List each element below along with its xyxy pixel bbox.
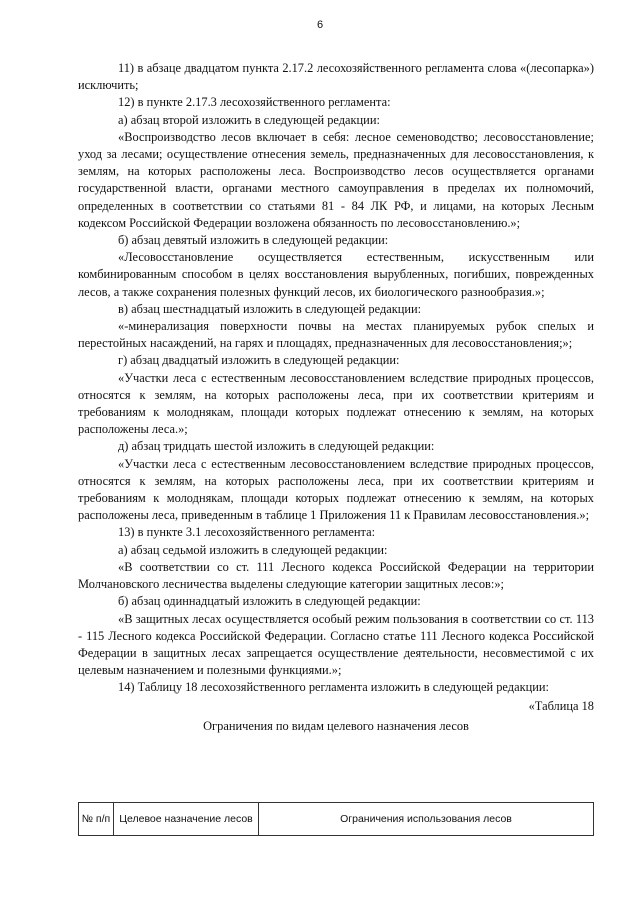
paragraph: б) абзац девятый изложить в следующей редакции: bbox=[118, 233, 389, 248]
table-title: Ограничения по видам целевого назначения лесов bbox=[203, 718, 469, 733]
table-label: «Таблица 18 bbox=[528, 698, 594, 713]
column-header-number: № п/п bbox=[79, 803, 114, 836]
paragraph: в) абзац шестнадцатый изложить в следующей редакции: bbox=[118, 301, 422, 316]
paragraph: «Лесовосстановление осуществляется естественным, искусственным или комбинированным способом в целях восстановления вырубленных, погибших, поврежденных лесов, а также сохранения полезных функций лесов, их биологического разнообразия.»; bbox=[78, 250, 594, 299]
paragraph: а) абзац второй изложить в следующей редакции: bbox=[118, 112, 380, 127]
paragraph: а) абзац седьмой изложить в следующей редакции: bbox=[118, 542, 388, 557]
paragraph: «-минерализация поверхности почвы на местах планируемых рубок спелых и перестойных насаждений, на гарях и площадях, предназначенных для лесовосстановления;»; bbox=[78, 319, 594, 351]
column-header-restrictions: Ограничения использования лесов bbox=[259, 803, 594, 836]
document-body bbox=[78, 60, 594, 735]
column-header-purpose: Целевое назначение лесов bbox=[114, 803, 259, 836]
paragraph: «Воспроизводство лесов включает в себя: лесное семеноводство; лесовосстановление; уход за лесами; осуществление отнесения земель, предназначенных для лесовосстановления, к землям, на которых расположены леса. Воспроизводство лесов осуществляется органами государственной власти, органами местного самоуправления в пределах их полномочий, определенных в соответствии со статьями 81 - 84 ЛК РФ, и лицами, на которых Лесным кодексом Российской Федерации возложена обязанность по лесовосстановлению.»; bbox=[78, 129, 594, 230]
paragraph: «Участки леса с естественным лесовосстановлением вследствие природных процессов, относятся к землям, на которых расположены леса, при их соответствии критериям и требованиям к молоднякам, площади которых подлежат отнесению к землям, на которых расположены леса, приведенным в таблице 1 Приложения 11 к Правилам лесовосстановления.»; bbox=[78, 456, 594, 523]
paragraph: б) абзац одиннадцатый изложить в следующей редакции: bbox=[118, 594, 421, 609]
paragraph: «Участки леса с естественным лесовосстановлением вследствие природных процессов, относятся к землям, на которых расположены леса, при их соответствии критериям и требованиям к молоднякам, площади которых подлежат отнесению к землям, на которых расположены леса.»; bbox=[78, 370, 594, 437]
page-number: 6 bbox=[316, 19, 324, 31]
paragraph: д) абзац тридцать шестой изложить в следующей редакции: bbox=[118, 439, 435, 454]
paragraph: «В защитных лесах осуществляется особый режим пользования в соответствии со ст. 113 - 115 Лесного кодекса Российской Федерации. Согласно статье 111 Лесного кодекса Российской Федерации в защитных лесах запрещается осуществление деятельности, несовместимой с их целевым назначением и полезными функциями.»; bbox=[78, 611, 594, 678]
paragraph: 11) в абзаце двадцатом пункта 2.17.2 лесохозяйственного регламента слова «(лесопарка») исключить; bbox=[78, 61, 594, 93]
paragraph: 12) в пункте 2.17.3 лесохозяйственного регламента: bbox=[118, 95, 391, 110]
restrictions-table bbox=[78, 802, 594, 836]
paragraph: «В соответствии со ст. 111 Лесного кодекса Российской Федерации на территории Молчановского лесничества выделены следующие категории защитных лесов:»; bbox=[78, 559, 594, 592]
paragraph: 14) Таблицу 18 лесохозяйственного регламента изложить в следующей редакции: bbox=[118, 680, 549, 695]
paragraph: 13) в пункте 3.1 лесохозяйственного регламента: bbox=[118, 525, 376, 540]
paragraph: г) абзац двадцатый изложить в следующей редакции: bbox=[118, 353, 400, 368]
table-header-row bbox=[79, 803, 594, 836]
